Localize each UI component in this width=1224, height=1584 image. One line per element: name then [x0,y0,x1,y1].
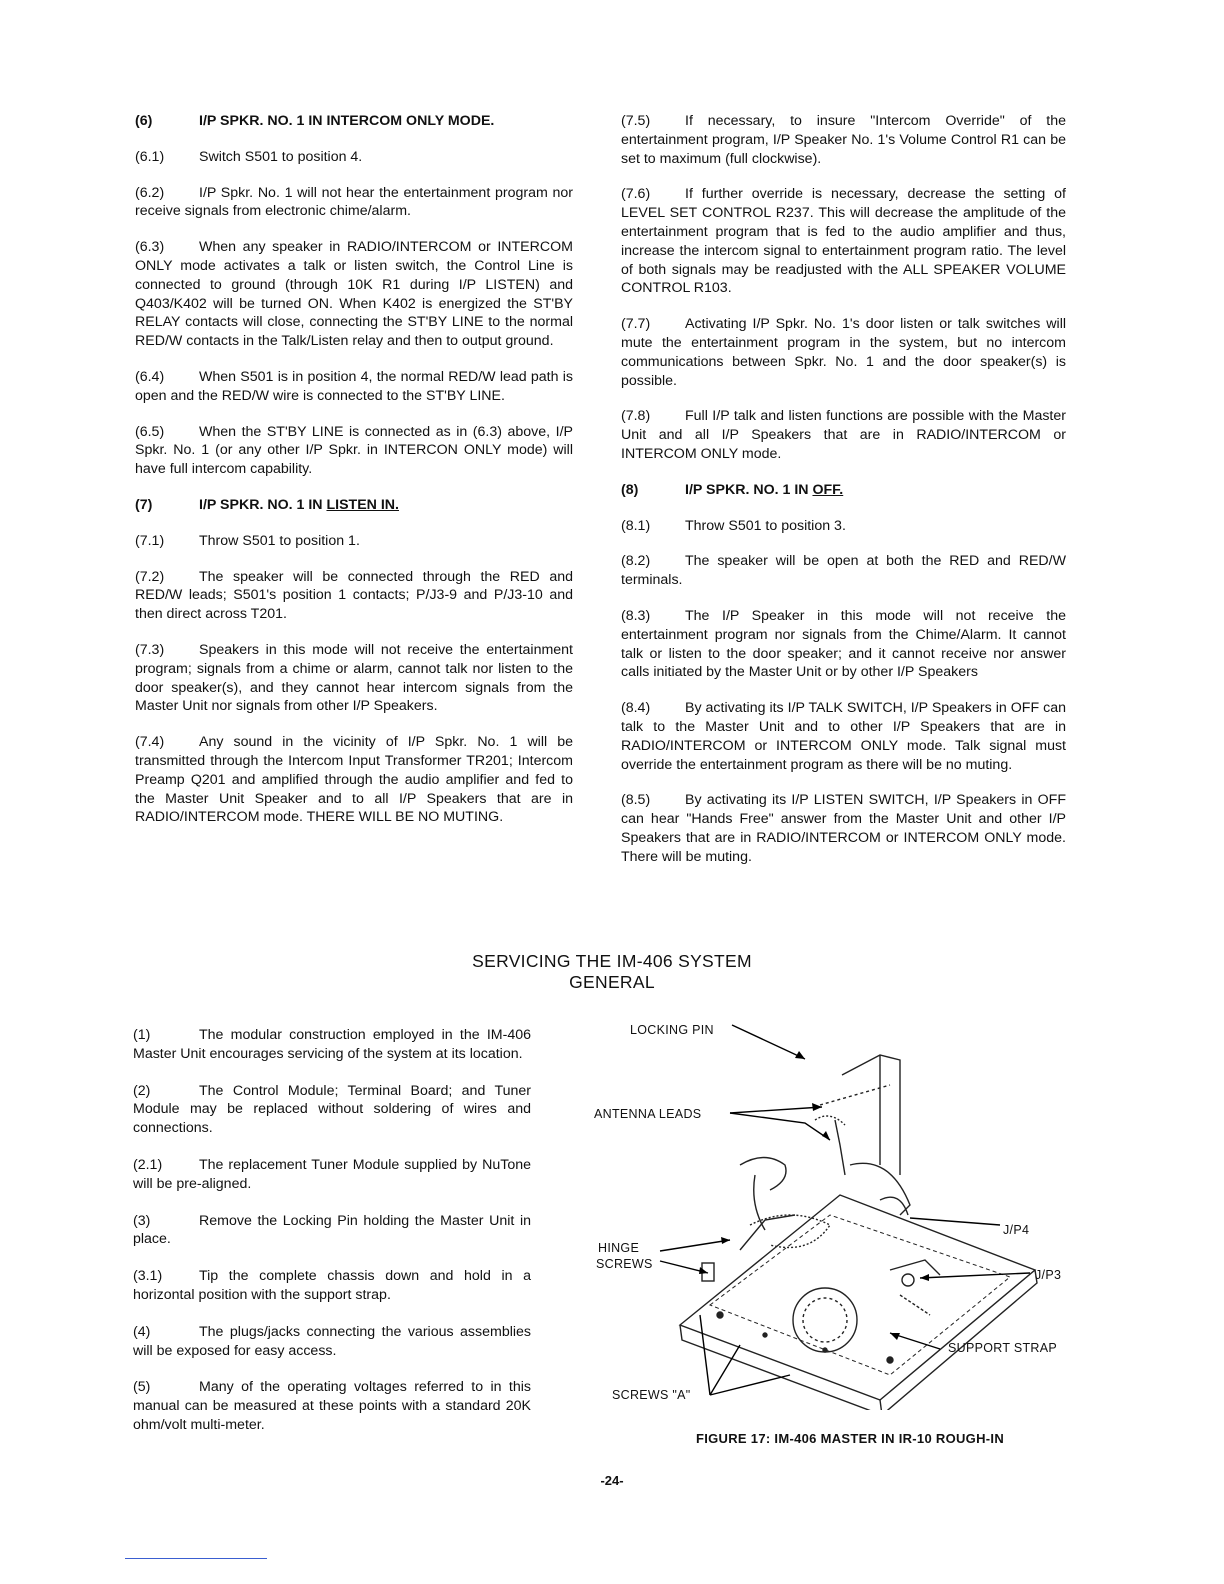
figure-17 [590,1015,1080,1410]
servicing-step-3-1: (3.1) Tip the complete chassis down and hold in a horizontal position with the support strap. [133,1268,531,1303]
figure-caption: FIGURE 17: IM-406 MASTER IN IR-10 ROUGH-IN [695,1431,1005,1446]
paragraph-6-3: (6.3) When any speaker in RADIO/INTERCOM or INTERCOM ONLY mode activates a talk or listen switch, the Control Line is connected to ground (through 10K R1 during I/P LISTEN) and Q403/K402 will be turned ON. When K402 is energized the ST'BY RELAY contacts will close, connecting the ST'BY LINE to the normal RED/W contacts in the Talk/Listen relay and then to output ground. [135,239,573,350]
label-hinge: HINGE [598,1241,640,1255]
paragraph-7-5: (7.5) If necessary, to insure "Intercom Override" of the entertainment program, I/P Speaker No. 1's Volume Control R1 can be set to maximum (full clockwise). [621,113,1066,167]
servicing-step-4: (4) The plugs/jacks connecting the various assemblies will be exposed for easy access. [133,1323,531,1359]
paragraph-7-8: (7.8) Full I/P talk and listen functions are possible with the Master Unit and all I/P Speakers that are in RADIO/INTERCOM or INTERCOM ONLY mode. [621,408,1066,462]
right-column [621,112,1066,884]
heading-8: (8) I/P SPKR. NO. 1 IN OFF. [621,481,844,498]
label-screws-a: SCREWS "A" [612,1388,691,1402]
heading-7: (7) I/P SPKR. NO. 1 IN LISTEN IN. [135,496,399,513]
label-antenna-leads: ANTENNA LEADS [594,1107,702,1121]
servicing-step-2-1: (2.1) The replacement Tuner Module supplied by NuTone will be pre-aligned. [133,1156,531,1192]
left-column [135,112,573,844]
section-heading: SERVICING THE IM-406 SYSTEM [472,951,752,971]
paragraph-8-1: (8.1) Throw S501 to position 3. [621,517,846,534]
section-subheading: GENERAL [569,972,655,992]
label-support-strap: SUPPORT STRAP [948,1341,1058,1355]
paragraph-7-6: (7.6) If further override is necessary, decrease the setting of LEVEL SET CONTROL R237. This will decrease the amplitude of the entertainment program that is fed to the audio amplifier and thus, increase the intercom signal to entertainment program ratio. The level of both signals may be readjusted with the ALL SPEAKER VOLUME CONTROL R103. [621,186,1066,297]
paragraph-6-1: (6.1) Switch S501 to position 4. [135,148,363,165]
paragraph-8-2: (8.2) The speaker will be open at both the RED and RED/W terminals. [621,553,1066,589]
paragraph-7-2: (7.2) The speaker will be connected through the RED and RED/W leads; S501's position 1 contacts; P/J3-9 and P/J3-10 and then direct across T201. [135,568,573,623]
servicing-step-2: (2) The Control Module; Terminal Board; and Tuner Module may be replaced without soldering of wires and connections. [133,1082,531,1137]
label-locking-pin: LOCKING PIN [630,1023,714,1037]
heading-6: (6) I/P SPKR. NO. 1 IN INTERCOM ONLY MODE. [135,113,495,129]
paragraph-7-1: (7.1) Throw S501 to position 1. [135,532,360,549]
section-title [0,951,1224,993]
label-hinge-screws: SCREWS [596,1257,653,1271]
servicing-steps [133,1026,531,1453]
paragraph-8-5: (8.5) By activating its I/P LISTEN SWITCH, I/P Speakers in OFF can hear "Hands Free" answer from the Master Unit and other I/P Speakers that are in RADIO/INTERCOM or INTERCOM ONLY mode. There will be muting. [621,792,1066,865]
paragraph-7-4: (7.4) Any sound in the vicinity of I/P Spkr. No. 1 will be transmitted through the Intercom Input Transformer TR201; Intercom Preamp Q201 and amplified through the audio amplifier and fed to the Master Unit Speaker and to all I/P Speakers that are in RADIO/INTERCOM mode. THERE WILL BE NO MUTING. [135,734,573,826]
paragraph-6-5: (6.5) When the ST'BY LINE is connected as in (6.3) above, I/P Spkr. No. 1 (or any other I/P Spkr. in INTERCON ONLY mode) will have full intercom capability. [135,423,573,478]
footer-rule [125,1558,267,1559]
paragraph-8-4: (8.4) By activating its I/P TALK SWITCH, I/P Speakers in OFF can talk to the Master Unit and to other I/P Speakers that are in RADIO/INTERCOM or INTERCOM ONLY mode. Talk signal must override the entertainment program as there will be no muting. [621,700,1066,773]
paragraph-8-3: (8.3) The I/P Speaker in this mode will not receive the entertainment program nor signals from the Chime/Alarm. It cannot talk or listen to the door speaker; and it cannot receive nor answer calls initiated by the Master Unit or by other I/P Speakers [621,607,1066,681]
paragraph-6-2: (6.2) I/P Spkr. No. 1 will not hear the entertainment program nor receive signals from electronic chime/alarm. [135,184,573,220]
page-number: -24- [600,1473,624,1488]
servicing-step-1: (1) The modular construction employed in the IM-406 Master Unit encourages servicing of the system at its location. [133,1027,531,1062]
paragraph-7-3: (7.3) Speakers in this mode will not receive the entertainment program; signals from a chime or alarm, cannot talk nor listen to the door speaker(s), and they cannot hear intercom signals from the Master Unit nor signals from other I/P Speakers. [135,641,573,715]
label-jp4: J/P4 [1003,1223,1030,1237]
paragraph-7-7: (7.7) Activating I/P Spkr. No. 1's door listen or talk switches will mute the entertainment program in the system, but no intercom communications between Spkr. No. 1 and the door speaker(s) is possible. [621,316,1066,389]
paragraph-6-4: (6.4) When S501 is in position 4, the normal RED/W lead path is open and the RED/W wire is connected to the ST'BY LINE. [135,368,573,404]
label-jp3: J/P3 [1035,1268,1062,1282]
servicing-step-5: (5) Many of the operating voltages referred to in this manual can be measured at these points with a standard 20K ohm/volt multi-meter. [133,1379,531,1433]
servicing-step-3: (3) Remove the Locking Pin holding the Master Unit in place. [133,1212,531,1248]
